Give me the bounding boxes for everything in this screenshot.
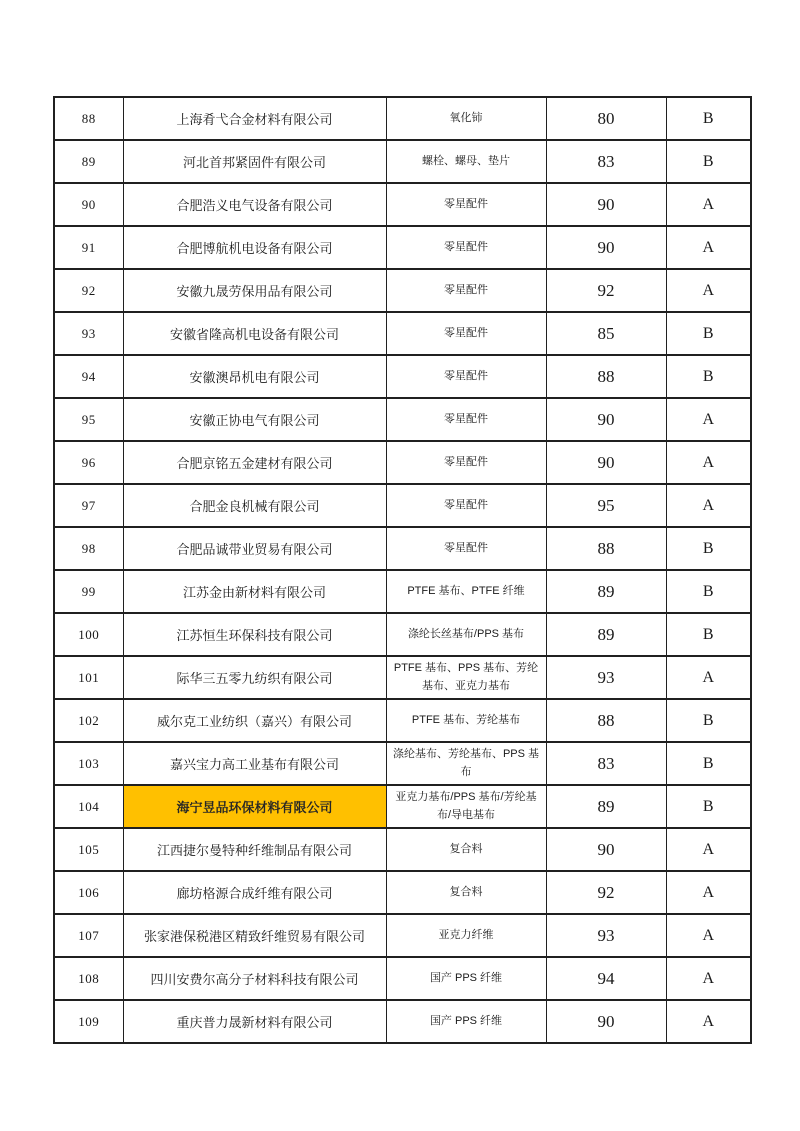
- row-number-cell: 97: [54, 484, 123, 527]
- score-cell: 90: [546, 226, 666, 269]
- grade-cell: B: [666, 140, 751, 183]
- grade-cell: A: [666, 183, 751, 226]
- score-cell: 90: [546, 441, 666, 484]
- row-number-cell: 104: [54, 785, 123, 828]
- company-cell: 合肥品诚带业贸易有限公司: [123, 527, 386, 570]
- row-number-cell: 91: [54, 226, 123, 269]
- company-cell: 上海肴弋合金材料有限公司: [123, 97, 386, 140]
- table-row: [54, 828, 751, 871]
- table-row: [54, 441, 751, 484]
- product-cell: PTFE 基布、PTFE 纤维: [386, 570, 546, 613]
- grade-cell: A: [666, 269, 751, 312]
- row-number-cell: 106: [54, 871, 123, 914]
- company-cell: 张家港保税港区精致纤维贸易有限公司: [123, 914, 386, 957]
- company-cell: 江苏金由新材料有限公司: [123, 570, 386, 613]
- product-cell: 亚克力纤维: [386, 914, 546, 957]
- grade-cell: A: [666, 484, 751, 527]
- score-cell: 93: [546, 656, 666, 699]
- product-cell: 涤纶基布、芳纶基布、PPS 基布: [386, 742, 546, 785]
- row-number-cell: 95: [54, 398, 123, 441]
- product-cell: 零星配件: [386, 355, 546, 398]
- score-cell: 90: [546, 1000, 666, 1043]
- row-number-cell: 100: [54, 613, 123, 656]
- grade-cell: A: [666, 871, 751, 914]
- table-row: [54, 140, 751, 183]
- table-row: [54, 97, 751, 140]
- product-cell: 零星配件: [386, 484, 546, 527]
- row-number-cell: 101: [54, 656, 123, 699]
- product-cell: 螺栓、螺母、垫片: [386, 140, 546, 183]
- company-cell: 合肥博航机电设备有限公司: [123, 226, 386, 269]
- company-cell: 威尔克工业纺织（嘉兴）有限公司: [123, 699, 386, 742]
- company-cell: 四川安费尔高分子材料科技有限公司: [123, 957, 386, 1000]
- grade-cell: B: [666, 570, 751, 613]
- grade-cell: B: [666, 785, 751, 828]
- product-cell: 零星配件: [386, 183, 546, 226]
- score-cell: 92: [546, 269, 666, 312]
- score-cell: 85: [546, 312, 666, 355]
- company-cell: 重庆普力晟新材料有限公司: [123, 1000, 386, 1043]
- score-cell: 94: [546, 957, 666, 1000]
- company-cell: 廊坊格源合成纤维有限公司: [123, 871, 386, 914]
- supplier-rating-table: [53, 96, 752, 1044]
- table-row: [54, 398, 751, 441]
- row-number-cell: 103: [54, 742, 123, 785]
- grade-cell: B: [666, 699, 751, 742]
- table-row: [54, 484, 751, 527]
- table-body: [54, 97, 751, 1043]
- table-row: [54, 570, 751, 613]
- table-row: [54, 527, 751, 570]
- table-row: [54, 613, 751, 656]
- row-number-cell: 107: [54, 914, 123, 957]
- grade-cell: A: [666, 656, 751, 699]
- grade-cell: A: [666, 226, 751, 269]
- score-cell: 89: [546, 785, 666, 828]
- table-row: [54, 742, 751, 785]
- product-cell: 复合料: [386, 871, 546, 914]
- score-cell: 88: [546, 355, 666, 398]
- grade-cell: B: [666, 97, 751, 140]
- row-number-cell: 96: [54, 441, 123, 484]
- score-cell: 80: [546, 97, 666, 140]
- company-cell: 际华三五零九纺织有限公司: [123, 656, 386, 699]
- row-number-cell: 89: [54, 140, 123, 183]
- grade-cell: B: [666, 742, 751, 785]
- company-cell: 江苏恒生环保科技有限公司: [123, 613, 386, 656]
- grade-cell: B: [666, 613, 751, 656]
- company-cell: 安徽省隆高机电设备有限公司: [123, 312, 386, 355]
- grade-cell: B: [666, 527, 751, 570]
- product-cell: 氧化铈: [386, 97, 546, 140]
- table-row: [54, 914, 751, 957]
- row-number-cell: 90: [54, 183, 123, 226]
- product-cell: 国产 PPS 纤维: [386, 1000, 546, 1043]
- score-cell: 92: [546, 871, 666, 914]
- product-cell: 零星配件: [386, 527, 546, 570]
- score-cell: 83: [546, 140, 666, 183]
- grade-cell: A: [666, 441, 751, 484]
- row-number-cell: 93: [54, 312, 123, 355]
- product-cell: 零星配件: [386, 269, 546, 312]
- product-cell: 国产 PPS 纤维: [386, 957, 546, 1000]
- company-cell: 合肥京铭五金建材有限公司: [123, 441, 386, 484]
- score-cell: 89: [546, 570, 666, 613]
- table-row: [54, 312, 751, 355]
- score-cell: 93: [546, 914, 666, 957]
- company-cell: 江西捷尔曼特种纤维制品有限公司: [123, 828, 386, 871]
- product-cell: 亚克力基布/PPS 基布/芳纶基布/导电基布: [386, 785, 546, 828]
- row-number-cell: 102: [54, 699, 123, 742]
- company-cell: 安徽正协电气有限公司: [123, 398, 386, 441]
- row-number-cell: 94: [54, 355, 123, 398]
- grade-cell: B: [666, 312, 751, 355]
- company-cell: 合肥浩义电气设备有限公司: [123, 183, 386, 226]
- company-cell: 海宁昱品环保材料有限公司: [123, 785, 386, 828]
- grade-cell: A: [666, 957, 751, 1000]
- row-number-cell: 92: [54, 269, 123, 312]
- score-cell: 89: [546, 613, 666, 656]
- score-cell: 83: [546, 742, 666, 785]
- product-cell: PTFE 基布、芳纶基布: [386, 699, 546, 742]
- grade-cell: A: [666, 828, 751, 871]
- product-cell: 零星配件: [386, 398, 546, 441]
- table-row: [54, 785, 751, 828]
- score-cell: 88: [546, 527, 666, 570]
- grade-cell: A: [666, 398, 751, 441]
- score-cell: 90: [546, 183, 666, 226]
- score-cell: 95: [546, 484, 666, 527]
- company-cell: 嘉兴宝力高工业基布有限公司: [123, 742, 386, 785]
- row-number-cell: 88: [54, 97, 123, 140]
- score-cell: 88: [546, 699, 666, 742]
- company-cell: 安徽澳昂机电有限公司: [123, 355, 386, 398]
- product-cell: 复合料: [386, 828, 546, 871]
- grade-cell: A: [666, 1000, 751, 1043]
- table-row: [54, 957, 751, 1000]
- table-row: [54, 183, 751, 226]
- product-cell: 零星配件: [386, 312, 546, 355]
- table-row: [54, 355, 751, 398]
- row-number-cell: 98: [54, 527, 123, 570]
- table-row: [54, 269, 751, 312]
- row-number-cell: 99: [54, 570, 123, 613]
- table-row: [54, 871, 751, 914]
- row-number-cell: 109: [54, 1000, 123, 1043]
- table-row: [54, 656, 751, 699]
- product-cell: PTFE 基布、PPS 基布、芳纶基布、亚克力基布: [386, 656, 546, 699]
- product-cell: 零星配件: [386, 226, 546, 269]
- table-row: [54, 226, 751, 269]
- company-cell: 河北首邦紧固件有限公司: [123, 140, 386, 183]
- table-row: [54, 699, 751, 742]
- row-number-cell: 105: [54, 828, 123, 871]
- score-cell: 90: [546, 398, 666, 441]
- company-cell: 安徽九晟劳保用品有限公司: [123, 269, 386, 312]
- table-row: [54, 1000, 751, 1043]
- grade-cell: B: [666, 355, 751, 398]
- grade-cell: A: [666, 914, 751, 957]
- score-cell: 90: [546, 828, 666, 871]
- product-cell: 涤纶长丝基布/PPS 基布: [386, 613, 546, 656]
- product-cell: 零星配件: [386, 441, 546, 484]
- company-cell: 合肥金良机械有限公司: [123, 484, 386, 527]
- row-number-cell: 108: [54, 957, 123, 1000]
